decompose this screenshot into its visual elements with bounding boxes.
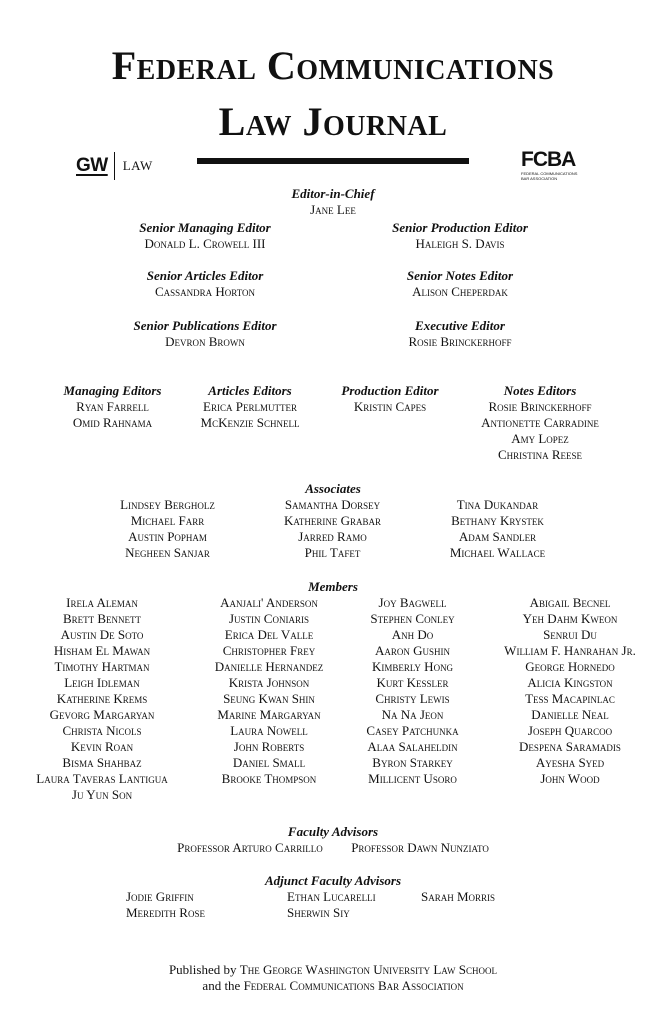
person-name: Gevorg Margaryan [49, 707, 155, 722]
person-name: Ethan Lucarelli [287, 889, 376, 904]
person-name: Laura Nowell [230, 723, 308, 738]
person-name: Bisma Shahbaz [62, 755, 142, 770]
section-heading: Faculty Advisors [287, 824, 379, 839]
senior-editor [345, 220, 575, 252]
publisher-line-1 [0, 962, 666, 978]
adjunct-column [287, 889, 376, 921]
associates-column [260, 497, 405, 561]
adjunct-faculty-advisors-heading [0, 873, 666, 889]
person-name: Byron Starkey [372, 755, 453, 770]
role-title: Articles Editors [208, 383, 292, 398]
person-name: Rosie Brinckerhoff [488, 399, 592, 414]
person-name: Rosie Brinckerhoff [408, 334, 512, 349]
person-name: McKenzie Schnell [200, 415, 300, 430]
person-name: Ju Yun Son [71, 787, 133, 802]
person-name: Christa Nicols [62, 723, 142, 738]
person-name: Despena Saramadis [519, 739, 621, 754]
person-name: Brooke Thompson [221, 771, 317, 786]
person-name: Ayesha Syed [535, 755, 605, 770]
person-name: Kimberly Hong [371, 659, 454, 674]
person-name: Phil Tafet [304, 545, 361, 560]
person-name: Katherine Krems [56, 691, 148, 706]
members-column [18, 595, 186, 803]
header-rule [197, 158, 469, 164]
person-name: Laura Taveras Lantigua [36, 771, 168, 786]
person-name: Abigail Becnel [529, 595, 611, 610]
person-name: Danielle Hernandez [214, 659, 324, 674]
person-name: Ryan Farrell [76, 399, 149, 414]
person-name: Kristin Capes [353, 399, 427, 414]
members-column [350, 595, 475, 787]
role-title: Managing Editors [63, 383, 162, 398]
editor-in-chief [0, 186, 666, 218]
senior-editor [345, 318, 575, 350]
publisher-org: The George Washington University Law School [239, 962, 498, 977]
person-name: Negheen Sanjar [125, 545, 210, 560]
role-title: Senior Articles Editor [146, 268, 264, 283]
associates-heading [0, 481, 666, 497]
members-heading [0, 579, 666, 595]
role-title: Senior Publications Editor [133, 318, 277, 333]
gw-law-logo [76, 151, 153, 181]
person-name: Professor Arturo Carrillo [177, 840, 323, 855]
person-name: Hisham El Mawan [53, 643, 151, 658]
adjunct-column [421, 889, 495, 905]
person-name: Jarred Ramo [298, 529, 367, 544]
person-name: Samantha Dorsey [284, 497, 381, 512]
managing-editors [40, 383, 185, 431]
members-column [482, 595, 658, 787]
person-name: Christina Reese [497, 447, 583, 462]
role-title: Production Editor [341, 383, 439, 398]
articles-editors [180, 383, 320, 431]
person-name: Michael Farr [130, 513, 205, 528]
senior-editor [90, 220, 320, 252]
person-name: Kevin Roan [70, 739, 134, 754]
person-name: Amy Lopez [511, 431, 569, 446]
role-title: Executive Editor [415, 318, 505, 333]
person-name: Stephen Conley [370, 611, 455, 626]
logo-divider [114, 152, 115, 180]
person-name: Leigh Idleman [64, 675, 140, 690]
associates-column [95, 497, 240, 561]
person-name: Professor Dawn Nunziato [351, 840, 489, 855]
person-name: Daniel Small [232, 755, 306, 770]
adjunct-column [126, 889, 205, 921]
gw-logo-text: LAW [122, 158, 153, 173]
person-name: Joy Bagwell [378, 595, 447, 610]
person-name: Casey Patchunka [366, 723, 459, 738]
person-name: Erica Perlmutter [203, 399, 297, 414]
role-title: Senior Production Editor [392, 220, 528, 235]
person-name: Donald L. Crowell III [144, 236, 266, 251]
role-title: Senior Notes Editor [406, 268, 514, 283]
senior-editor [345, 268, 575, 300]
publisher-prefix: Published by [168, 962, 237, 977]
senior-editor [90, 268, 320, 300]
person-name: Cassandra Horton [154, 284, 256, 299]
person-name: Irela Aleman [66, 595, 138, 610]
person-name: Yeh Dahm Kweon [522, 611, 618, 626]
person-name: John Wood [540, 771, 600, 786]
person-name: Bethany Krystek [451, 513, 544, 528]
fcba-logo-mark: FCBA [521, 148, 576, 171]
person-name: Seung Kwan Shin [223, 691, 315, 706]
person-name: Austin Popham [128, 529, 207, 544]
person-name: Joseph Quarcoo [527, 723, 613, 738]
senior-editor [90, 318, 320, 350]
journal-title-line-2: Law Journal [218, 99, 448, 144]
role-title: Editor-in-Chief [291, 186, 375, 201]
person-name: Danielle Neal [531, 707, 609, 722]
person-name: Adam Sandler [458, 529, 537, 544]
person-name: Na Na Jeon [381, 707, 444, 722]
advisor-names [0, 840, 666, 856]
publisher-org: Federal Communications Bar Association [243, 978, 464, 993]
gw-logo-mark: GW [76, 155, 108, 176]
person-name: John Roberts [233, 739, 305, 754]
person-name: Anh Do [391, 627, 434, 642]
person-name: Krista Johnson [228, 675, 310, 690]
fcba-logo [521, 149, 581, 181]
person-name: Brett Bennett [62, 611, 142, 626]
fcba-logo-subtitle: FEDERAL COMMUNICATIONS BAR ASSOCIATION [521, 171, 578, 181]
person-name: Omid Rahnama [72, 415, 153, 430]
person-name: Alison Cheperdak [412, 284, 508, 299]
person-name: Senrui Du [543, 627, 597, 642]
person-name: William F. Hanrahan Jr. [504, 643, 636, 658]
person-name: Michael Wallace [449, 545, 546, 560]
person-name: Christy Lewis [375, 691, 450, 706]
section-heading: Members [308, 579, 358, 594]
person-name: Tina Dukandar [456, 497, 539, 512]
person-name: Marine Margaryan [217, 707, 321, 722]
section-heading: Adjunct Faculty Advisors [264, 873, 402, 888]
journal-title-line-1: Federal Communications [111, 43, 555, 88]
associates-column [425, 497, 570, 561]
person-name: George Hornedo [525, 659, 615, 674]
publisher-line-2 [0, 978, 666, 994]
person-name: Haleigh S. Davis [415, 236, 505, 251]
person-name: Meredith Rose [126, 905, 205, 920]
person-name: Sherwin Siy [287, 905, 350, 920]
person-name: Lindsey Bergholz [120, 497, 215, 512]
person-name: Sarah Morris [421, 889, 496, 904]
person-name: Timothy Hartman [54, 659, 150, 674]
person-name: Tess Macapinlac [525, 691, 615, 706]
members-column [190, 595, 348, 787]
publisher-prefix: and the [202, 978, 241, 993]
person-name: Alaa Salaheldin [367, 739, 458, 754]
person-name: Jane Lee [310, 202, 356, 217]
person-name: Millicent Usoro [368, 771, 457, 786]
person-name: Austin De Soto [60, 627, 144, 642]
person-name: Devron Brown [165, 334, 245, 349]
person-name: Aanjali' Anderson [220, 595, 318, 610]
person-name: Kurt Kessler [376, 675, 449, 690]
person-name: Katherine Grabar [283, 513, 382, 528]
person-name: Jodie Griffin [126, 889, 194, 904]
production-editor [325, 383, 455, 415]
faculty-advisors [0, 824, 666, 856]
notes-editors [460, 383, 620, 463]
person-name: Aaron Gushin [374, 643, 451, 658]
person-name: Justin Coniaris [229, 611, 309, 626]
person-name: Alicia Kingston [527, 675, 613, 690]
section-heading: Associates [305, 481, 361, 496]
person-name: Antionette Carradine [481, 415, 599, 430]
role-title: Senior Managing Editor [139, 220, 271, 235]
person-name: Erica Del Valle [224, 627, 314, 642]
role-title: Notes Editors [503, 383, 577, 398]
person-name: Christopher Frey [222, 643, 316, 658]
